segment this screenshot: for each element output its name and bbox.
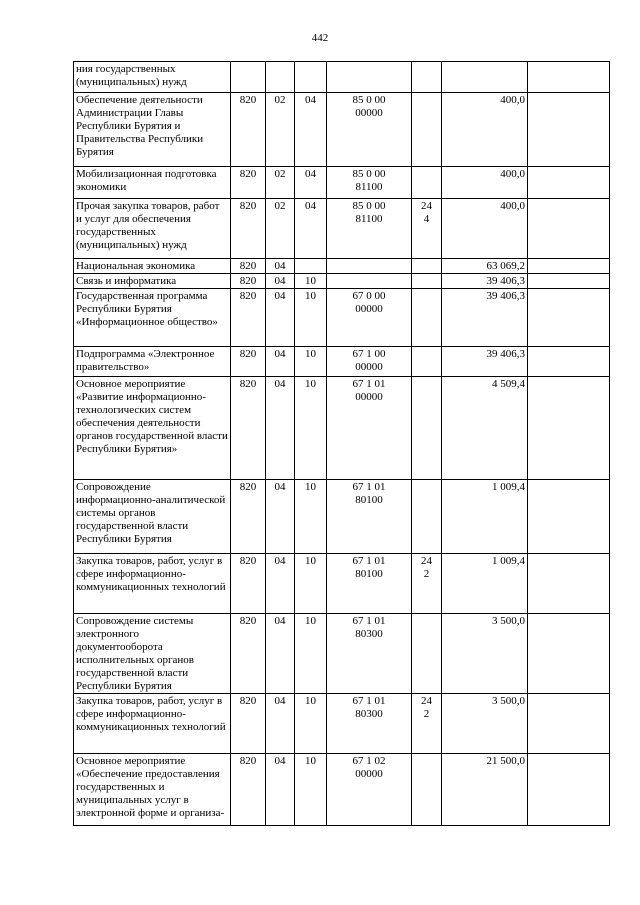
row-grbs-cell: 820: [231, 93, 266, 167]
row-sum-cell: [442, 62, 528, 93]
row-name-cell: Основное мероприятие «Обеспечение предоставления государственных и муниципальных услуг в электронной форме и организа-: [74, 754, 231, 826]
row-extra-cell: [528, 347, 610, 377]
table-row: [74, 614, 610, 694]
table-row: [74, 347, 610, 377]
row-expense-type-cell: [412, 274, 442, 289]
row-section-cell: 04: [266, 377, 295, 480]
table-body: [74, 62, 610, 826]
row-grbs-cell: 820: [231, 614, 266, 694]
row-expense-type-cell: [412, 754, 442, 826]
row-expense-type-cell: [412, 93, 442, 167]
row-target-article-cell: 67 1 02 00000: [327, 754, 412, 826]
row-subsection-cell: 10: [295, 554, 327, 614]
row-section-cell: 04: [266, 554, 295, 614]
row-extra-cell: [528, 259, 610, 274]
row-expense-type-cell: [412, 480, 442, 554]
row-section-cell: 04: [266, 274, 295, 289]
row-expense-type-cell: 24 4: [412, 199, 442, 259]
row-name-cell: Прочая закупка товаров, работ и услуг для обеспечения государственных (муниципальных) нужд: [74, 199, 231, 259]
row-extra-cell: [528, 554, 610, 614]
row-target-article-cell: 85 0 00 81100: [327, 167, 412, 199]
row-sum-cell: 1 009,4: [442, 554, 528, 614]
row-name-cell: ния государственных (муниципальных) нужд: [74, 62, 231, 93]
table-row: [74, 554, 610, 614]
row-expense-type-cell: [412, 167, 442, 199]
row-expense-type-cell: [412, 614, 442, 694]
row-name-cell: Закупка товаров, работ, услуг в сфере информационно-коммуникационных технологий: [74, 694, 231, 754]
table-row: [74, 274, 610, 289]
row-grbs-cell: 820: [231, 289, 266, 347]
row-extra-cell: [528, 614, 610, 694]
row-extra-cell: [528, 754, 610, 826]
row-section-cell: 04: [266, 754, 295, 826]
row-grbs-cell: 820: [231, 377, 266, 480]
row-subsection-cell: 10: [295, 274, 327, 289]
row-section-cell: 04: [266, 614, 295, 694]
row-grbs-cell: 820: [231, 347, 266, 377]
row-target-article-cell: 67 1 01 80300: [327, 614, 412, 694]
row-expense-type-cell: [412, 347, 442, 377]
row-sum-cell: 400,0: [442, 93, 528, 167]
row-sum-cell: 21 500,0: [442, 754, 528, 826]
row-subsection-cell: 10: [295, 289, 327, 347]
row-subsection-cell: 10: [295, 347, 327, 377]
page-number: 442: [311, 32, 329, 44]
row-extra-cell: [528, 377, 610, 480]
row-sum-cell: 63 069,2: [442, 259, 528, 274]
row-target-article-cell: 85 0 00 00000: [327, 93, 412, 167]
row-expense-type-cell: 24 2: [412, 554, 442, 614]
row-subsection-cell: 10: [295, 480, 327, 554]
row-subsection-cell: [295, 259, 327, 274]
row-sum-cell: 1 009,4: [442, 480, 528, 554]
row-extra-cell: [528, 274, 610, 289]
row-section-cell: 04: [266, 347, 295, 377]
row-name-cell: Подпрограмма «Электронное правительство»: [74, 347, 231, 377]
row-expense-type-cell: [412, 289, 442, 347]
table-row: [74, 480, 610, 554]
row-extra-cell: [528, 199, 610, 259]
table-row: [74, 377, 610, 480]
row-target-article-cell: 67 1 01 80100: [327, 554, 412, 614]
row-target-article-cell: [327, 274, 412, 289]
row-sum-cell: 3 500,0: [442, 614, 528, 694]
row-target-article-cell: [327, 62, 412, 93]
row-section-cell: 04: [266, 694, 295, 754]
table-row: [74, 694, 610, 754]
row-expense-type-cell: [412, 377, 442, 480]
row-name-cell: Связь и информатика: [74, 274, 231, 289]
row-grbs-cell: 820: [231, 199, 266, 259]
row-expense-type-cell: [412, 259, 442, 274]
row-grbs-cell: 820: [231, 274, 266, 289]
row-grbs-cell: 820: [231, 480, 266, 554]
row-subsection-cell: 10: [295, 377, 327, 480]
row-name-cell: Сопровождение системы электронного документооборота исполнительных органов государственной власти Республики Бурятия: [74, 614, 231, 694]
table-row: [74, 199, 610, 259]
row-subsection-cell: 04: [295, 199, 327, 259]
row-target-article-cell: [327, 259, 412, 274]
row-extra-cell: [528, 62, 610, 93]
row-target-article-cell: 67 1 01 80300: [327, 694, 412, 754]
row-sum-cell: 4 509,4: [442, 377, 528, 480]
row-section-cell: 04: [266, 289, 295, 347]
row-name-cell: Основное мероприятие «Развитие информационно-технологических систем обеспечения деятельности органов государственной власти Республики Бурятия»: [74, 377, 231, 480]
row-sum-cell: 400,0: [442, 167, 528, 199]
row-section-cell: 02: [266, 167, 295, 199]
row-target-article-cell: 67 1 01 00000: [327, 377, 412, 480]
row-section-cell: 04: [266, 480, 295, 554]
row-sum-cell: 39 406,3: [442, 274, 528, 289]
row-name-cell: Сопровождение информационно-аналитической системы органов государственной власти Республики Бурятия: [74, 480, 231, 554]
row-name-cell: Закупка товаров, работ, услуг в сфере информационно-коммуникационных технологий: [74, 554, 231, 614]
row-section-cell: 02: [266, 93, 295, 167]
row-subsection-cell: [295, 62, 327, 93]
row-extra-cell: [528, 167, 610, 199]
table-row: [74, 93, 610, 167]
row-grbs-cell: 820: [231, 754, 266, 826]
row-section-cell: [266, 62, 295, 93]
row-section-cell: 02: [266, 199, 295, 259]
row-sum-cell: 400,0: [442, 199, 528, 259]
table-row: [74, 167, 610, 199]
row-sum-cell: 39 406,3: [442, 289, 528, 347]
row-name-cell: Национальная экономика: [74, 259, 231, 274]
row-target-article-cell: 67 1 00 00000: [327, 347, 412, 377]
row-section-cell: 04: [266, 259, 295, 274]
table-row: [74, 62, 610, 93]
row-name-cell: Мобилизационная подготовка экономики: [74, 167, 231, 199]
row-grbs-cell: 820: [231, 694, 266, 754]
row-grbs-cell: 820: [231, 259, 266, 274]
row-expense-type-cell: [412, 62, 442, 93]
row-grbs-cell: 820: [231, 167, 266, 199]
row-grbs-cell: [231, 62, 266, 93]
row-extra-cell: [528, 93, 610, 167]
row-name-cell: Государственная программа Республики Бурятия «Информационное общество»: [74, 289, 231, 347]
row-target-article-cell: 67 1 01 80100: [327, 480, 412, 554]
table-row: [74, 289, 610, 347]
row-subsection-cell: 04: [295, 93, 327, 167]
row-extra-cell: [528, 480, 610, 554]
row-sum-cell: 39 406,3: [442, 347, 528, 377]
budget-table: [73, 61, 610, 826]
row-subsection-cell: 10: [295, 614, 327, 694]
row-sum-cell: 3 500,0: [442, 694, 528, 754]
row-expense-type-cell: 24 2: [412, 694, 442, 754]
row-name-cell: Обеспечение деятельности Администрации Главы Республики Бурятия и Правительства Республики Бурятия: [74, 93, 231, 167]
row-extra-cell: [528, 289, 610, 347]
row-subsection-cell: 10: [295, 754, 327, 826]
row-grbs-cell: 820: [231, 554, 266, 614]
row-subsection-cell: 04: [295, 167, 327, 199]
row-extra-cell: [528, 694, 610, 754]
row-target-article-cell: 67 0 00 00000: [327, 289, 412, 347]
table-row: [74, 754, 610, 826]
row-target-article-cell: 85 0 00 81100: [327, 199, 412, 259]
row-subsection-cell: 10: [295, 694, 327, 754]
table-row: [74, 259, 610, 274]
